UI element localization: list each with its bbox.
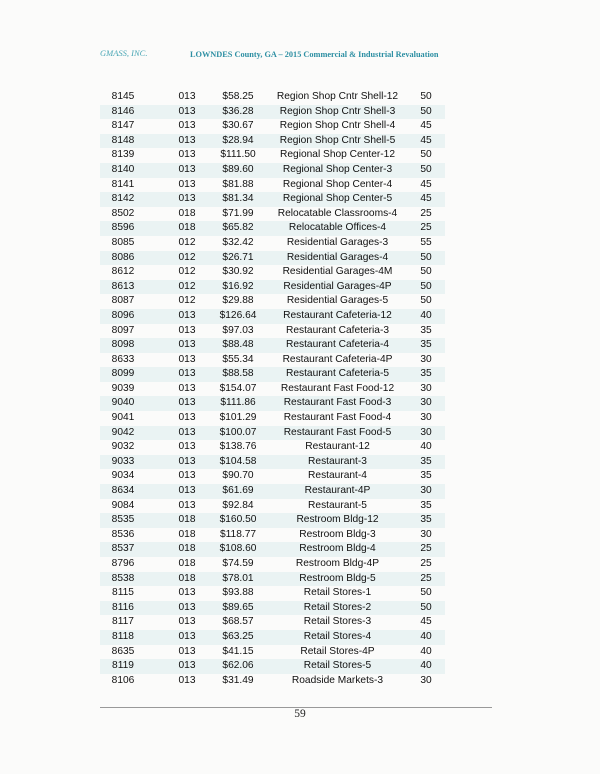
class-code: 018 xyxy=(178,572,196,584)
table-row xyxy=(100,148,445,163)
occupancy-description: Restaurant-5 xyxy=(308,499,367,511)
class-code: 013 xyxy=(178,470,196,482)
cost-per-sqft: $81.34 xyxy=(222,193,254,205)
table-row xyxy=(100,601,445,616)
section-code: 8097 xyxy=(111,324,135,336)
occupancy-description: Region Shop Cntr Shell-4 xyxy=(279,120,396,132)
section-code: 8141 xyxy=(111,178,135,190)
table-row xyxy=(100,294,445,309)
table-row xyxy=(100,134,445,149)
section-code: 9041 xyxy=(111,412,135,424)
cost-per-sqft: $30.67 xyxy=(222,120,254,132)
occupancy-description: Restaurant-3 xyxy=(308,455,367,467)
table-row xyxy=(100,586,445,601)
cost-per-sqft: $55.34 xyxy=(222,353,254,365)
life-years: 50 xyxy=(420,105,432,117)
table-row xyxy=(100,382,445,397)
table-row xyxy=(100,542,445,557)
occupancy-description: Restaurant Cafeteria-4P xyxy=(282,353,393,365)
section-code: 8147 xyxy=(111,120,135,132)
occupancy-description: Restaurant Fast Food-12 xyxy=(280,382,395,394)
cost-per-sqft: $29.88 xyxy=(222,295,254,307)
cost-per-sqft: $32.42 xyxy=(222,236,254,248)
life-years: 35 xyxy=(420,324,432,336)
section-code: 9039 xyxy=(111,382,135,394)
table-row xyxy=(100,528,445,543)
life-years: 25 xyxy=(420,207,432,219)
cost-per-sqft: $74.59 xyxy=(222,558,254,569)
occupancy-description: Regional Shop Center-4 xyxy=(282,178,393,190)
section-code: 8086 xyxy=(111,251,135,263)
table-row xyxy=(100,615,445,630)
life-years: 50 xyxy=(420,280,432,292)
class-code: 018 xyxy=(178,528,196,540)
cost-per-sqft: $154.07 xyxy=(219,382,257,394)
life-years: 30 xyxy=(420,426,432,438)
table-row xyxy=(100,455,445,470)
class-code: 013 xyxy=(178,630,196,642)
occupancy-description: Regional Shop Center-5 xyxy=(282,193,393,205)
cost-per-sqft: $126.64 xyxy=(219,309,257,321)
cost-per-sqft: $16.92 xyxy=(222,280,254,292)
section-code: 8140 xyxy=(111,163,135,175)
cost-per-sqft: $160.50 xyxy=(219,514,257,526)
class-code: 013 xyxy=(178,499,196,511)
cost-per-sqft: $89.65 xyxy=(222,601,254,613)
section-code: 9033 xyxy=(111,455,135,467)
section-code: 8536 xyxy=(111,528,135,540)
occupancy-description: Relocatable Offices-4 xyxy=(288,222,387,234)
section-code: 8633 xyxy=(111,353,135,365)
table-row xyxy=(100,396,445,411)
section-code: 9032 xyxy=(111,441,135,453)
class-code: 013 xyxy=(178,134,196,146)
section-code: 8613 xyxy=(111,280,135,292)
life-years: 35 xyxy=(420,499,432,511)
cost-per-sqft: $118.77 xyxy=(219,528,257,540)
class-code: 013 xyxy=(178,455,196,467)
occupancy-description: Region Shop Cntr Shell-3 xyxy=(279,105,396,117)
section-code: 8537 xyxy=(111,543,135,555)
life-years: 40 xyxy=(420,441,432,453)
table-row xyxy=(100,513,445,528)
cost-table xyxy=(100,90,445,688)
life-years: 25 xyxy=(420,222,432,234)
occupancy-description: Restaurant Cafeteria-3 xyxy=(285,324,390,336)
occupancy-description: Residential Garages-5 xyxy=(286,295,389,307)
life-years: 50 xyxy=(420,587,432,599)
occupancy-description: Residential Garages-4M xyxy=(282,266,393,278)
cost-per-sqft: $93.88 xyxy=(222,587,254,599)
cost-per-sqft: $138.76 xyxy=(219,441,257,453)
cost-per-sqft: $30.92 xyxy=(222,266,254,278)
life-years: 25 xyxy=(420,543,432,555)
section-code: 8085 xyxy=(111,236,135,248)
table-row xyxy=(100,280,445,295)
class-code: 013 xyxy=(178,441,196,453)
life-years: 30 xyxy=(420,528,432,540)
life-years: 40 xyxy=(420,309,432,321)
life-years: 45 xyxy=(420,178,432,190)
occupancy-description: Retail Stores-4P xyxy=(300,645,375,657)
table-row xyxy=(100,178,445,193)
section-code: 8116 xyxy=(112,601,134,613)
class-code: 018 xyxy=(178,558,196,569)
table-row xyxy=(100,353,445,368)
life-years: 50 xyxy=(420,251,432,263)
class-code: 013 xyxy=(178,660,196,672)
occupancy-description: Regional Shop Center-12 xyxy=(280,149,395,161)
section-code: 8117 xyxy=(112,616,134,628)
life-years: 45 xyxy=(420,120,432,132)
class-code: 012 xyxy=(178,295,196,307)
section-code: 8087 xyxy=(111,295,135,307)
class-code: 013 xyxy=(178,193,196,205)
cost-per-sqft: $111.86 xyxy=(220,397,256,409)
class-code: 013 xyxy=(178,149,196,161)
occupancy-description: Restaurant Fast Food-3 xyxy=(283,397,392,409)
occupancy-description: Retail Stores-1 xyxy=(303,587,372,599)
cost-per-sqft: $63.25 xyxy=(222,630,254,642)
occupancy-description: Restaurant-4 xyxy=(308,470,367,482)
table-row xyxy=(100,499,445,514)
cost-per-sqft: $97.03 xyxy=(222,324,254,336)
class-code: 013 xyxy=(178,120,196,132)
table-row xyxy=(100,324,445,339)
life-years: 45 xyxy=(420,616,432,628)
class-code: 012 xyxy=(178,251,196,263)
table-row xyxy=(100,674,445,689)
life-years: 50 xyxy=(420,295,432,307)
class-code: 013 xyxy=(178,485,196,497)
occupancy-description: Region Shop Cntr Shell-12 xyxy=(276,91,399,102)
table-row xyxy=(100,659,445,674)
occupancy-description: Residential Garages-3 xyxy=(286,236,389,248)
class-code: 013 xyxy=(178,178,196,190)
life-years: 55 xyxy=(420,236,432,248)
section-code: 9034 xyxy=(111,470,135,482)
life-years: 50 xyxy=(420,163,432,175)
cost-per-sqft: $28.94 xyxy=(222,134,254,146)
cost-per-sqft: $31.49 xyxy=(222,674,254,686)
cost-per-sqft: $101.29 xyxy=(219,412,257,424)
section-code: 8596 xyxy=(111,222,135,234)
occupancy-description: Restaurant-4P xyxy=(304,485,371,497)
cost-per-sqft: $62.06 xyxy=(222,660,254,672)
cost-per-sqft: $108.60 xyxy=(219,543,257,555)
cost-per-sqft: $78.01 xyxy=(222,572,254,584)
occupancy-description: Restroom Bldg-3 xyxy=(299,528,376,540)
section-code: 8099 xyxy=(111,368,135,380)
cost-per-sqft: $89.60 xyxy=(222,163,254,175)
occupancy-description: Restaurant Cafeteria-5 xyxy=(285,368,390,380)
life-years: 45 xyxy=(420,193,432,205)
occupancy-description: Restroom Bldg-4P xyxy=(295,558,380,569)
section-code: 8119 xyxy=(112,660,134,672)
section-code: 8106 xyxy=(111,674,135,686)
table-row xyxy=(100,469,445,484)
class-code: 013 xyxy=(178,587,196,599)
occupancy-description: Retail Stores-2 xyxy=(303,601,372,613)
table-row xyxy=(100,221,445,236)
life-years: 50 xyxy=(420,601,432,613)
class-code: 013 xyxy=(178,645,196,657)
life-years: 30 xyxy=(420,353,432,365)
life-years: 30 xyxy=(420,397,432,409)
cost-per-sqft: $111.50 xyxy=(220,149,256,161)
life-years: 35 xyxy=(420,339,432,351)
class-code: 018 xyxy=(178,207,196,219)
table-row xyxy=(100,236,445,251)
section-code: 8098 xyxy=(111,339,135,351)
life-years: 50 xyxy=(420,266,432,278)
cost-per-sqft: $88.48 xyxy=(222,339,254,351)
class-code: 012 xyxy=(178,280,196,292)
class-code: 013 xyxy=(178,91,196,102)
class-code: 013 xyxy=(178,368,196,380)
section-code: 8796 xyxy=(111,558,135,569)
class-code: 013 xyxy=(178,616,196,628)
occupancy-description: Restaurant Cafeteria-4 xyxy=(285,339,390,351)
section-code: 8146 xyxy=(111,105,135,117)
life-years: 50 xyxy=(420,91,432,102)
occupancy-description: Restaurant Cafeteria-12 xyxy=(283,309,392,321)
occupancy-description: Retail Stores-3 xyxy=(303,616,372,628)
cost-per-sqft: $61.69 xyxy=(222,485,254,497)
table-row xyxy=(100,338,445,353)
table-row xyxy=(100,265,445,280)
cost-per-sqft: $41.15 xyxy=(222,645,254,657)
section-code: 8535 xyxy=(111,514,135,526)
class-code: 012 xyxy=(178,266,196,278)
cost-per-sqft: $68.57 xyxy=(222,616,254,628)
section-code: 8634 xyxy=(111,485,135,497)
occupancy-description: Residential Garages-4P xyxy=(283,280,392,292)
class-code: 013 xyxy=(178,163,196,175)
class-code: 018 xyxy=(178,514,196,526)
cost-per-sqft: $104.58 xyxy=(219,455,257,467)
section-code: 9084 xyxy=(111,499,135,511)
section-code: 8635 xyxy=(111,645,135,657)
occupancy-description: Retail Stores-5 xyxy=(303,660,372,672)
section-code: 8115 xyxy=(112,587,134,599)
table-row xyxy=(100,645,445,660)
section-code: 9042 xyxy=(111,426,135,438)
table-row xyxy=(100,251,445,266)
life-years: 45 xyxy=(420,134,432,146)
section-code: 8612 xyxy=(111,266,135,278)
class-code: 018 xyxy=(178,222,196,234)
class-code: 013 xyxy=(178,601,196,613)
table-row xyxy=(100,440,445,455)
life-years: 40 xyxy=(420,630,432,642)
document-title: LOWNDES County, GA – 2015 Commercial & Industrial Revaluation xyxy=(190,50,439,59)
table-row xyxy=(100,484,445,499)
cost-per-sqft: $90.70 xyxy=(222,470,254,482)
life-years: 35 xyxy=(420,514,432,526)
table-row xyxy=(100,309,445,324)
cost-per-sqft: $58.25 xyxy=(222,91,254,102)
section-code: 8118 xyxy=(112,630,134,642)
occupancy-description: Regional Shop Center-3 xyxy=(282,163,393,175)
section-code: 8096 xyxy=(111,309,135,321)
cost-per-sqft: $81.88 xyxy=(222,178,254,190)
life-years: 35 xyxy=(420,470,432,482)
occupancy-description: Restaurant Fast Food-5 xyxy=(283,426,392,438)
occupancy-description: Restroom Bldg-4 xyxy=(299,543,376,555)
life-years: 35 xyxy=(420,455,432,467)
cost-per-sqft: $92.84 xyxy=(222,499,254,511)
class-code: 013 xyxy=(178,397,196,409)
section-code: 8142 xyxy=(111,193,135,205)
life-years: 30 xyxy=(420,674,432,686)
class-code: 013 xyxy=(178,353,196,365)
table-row xyxy=(100,572,445,587)
table-row xyxy=(100,367,445,382)
class-code: 013 xyxy=(178,339,196,351)
table-row xyxy=(100,119,445,134)
cost-per-sqft: $26.71 xyxy=(222,251,254,263)
occupancy-description: Region Shop Cntr Shell-5 xyxy=(279,134,396,146)
occupancy-description: Roadside Markets-3 xyxy=(291,674,384,686)
company-name: GMASS, INC. xyxy=(100,48,148,58)
class-code: 013 xyxy=(178,674,196,686)
table-row xyxy=(100,207,445,222)
life-years: 50 xyxy=(420,149,432,161)
occupancy-description: Restaurant-12 xyxy=(305,441,370,453)
class-code: 013 xyxy=(178,382,196,394)
life-years: 25 xyxy=(420,572,432,584)
class-code: 013 xyxy=(178,426,196,438)
cost-per-sqft: $100.07 xyxy=(219,426,257,438)
life-years: 40 xyxy=(420,645,432,657)
life-years: 35 xyxy=(420,368,432,380)
section-code: 8148 xyxy=(111,134,135,146)
section-code: 8145 xyxy=(111,91,135,102)
class-code: 013 xyxy=(178,412,196,424)
table-row xyxy=(100,163,445,178)
life-years: 25 xyxy=(420,558,432,569)
class-code: 013 xyxy=(178,309,196,321)
occupancy-description: Restroom Bldg-12 xyxy=(296,514,379,526)
table-row xyxy=(100,557,445,572)
section-code: 8139 xyxy=(111,149,135,161)
class-code: 018 xyxy=(178,543,196,555)
class-code: 012 xyxy=(178,236,196,248)
life-years: 30 xyxy=(420,485,432,497)
table-row xyxy=(100,426,445,441)
section-code: 9040 xyxy=(111,397,135,409)
page-number: 59 xyxy=(294,708,306,720)
table-row xyxy=(100,192,445,207)
occupancy-description: Restroom Bldg-5 xyxy=(299,572,376,584)
life-years: 40 xyxy=(420,660,432,672)
table-row xyxy=(100,630,445,645)
cost-per-sqft: $36.28 xyxy=(222,105,254,117)
cost-per-sqft: $88.58 xyxy=(222,368,254,380)
section-code: 8502 xyxy=(111,207,135,219)
class-code: 013 xyxy=(178,324,196,336)
life-years: 30 xyxy=(420,382,432,394)
occupancy-description: Relocatable Classrooms-4 xyxy=(277,207,398,219)
life-years: 30 xyxy=(420,412,432,424)
cost-per-sqft: $65.82 xyxy=(222,222,254,234)
table-row xyxy=(100,105,445,120)
table-row xyxy=(100,90,445,105)
occupancy-description: Restaurant Fast Food-4 xyxy=(283,412,392,424)
class-code: 013 xyxy=(178,105,196,117)
table-row xyxy=(100,411,445,426)
section-code: 8538 xyxy=(111,572,135,584)
occupancy-description: Residential Garages-4 xyxy=(286,251,389,263)
occupancy-description: Retail Stores-4 xyxy=(303,630,372,642)
cost-per-sqft: $71.99 xyxy=(222,207,254,219)
